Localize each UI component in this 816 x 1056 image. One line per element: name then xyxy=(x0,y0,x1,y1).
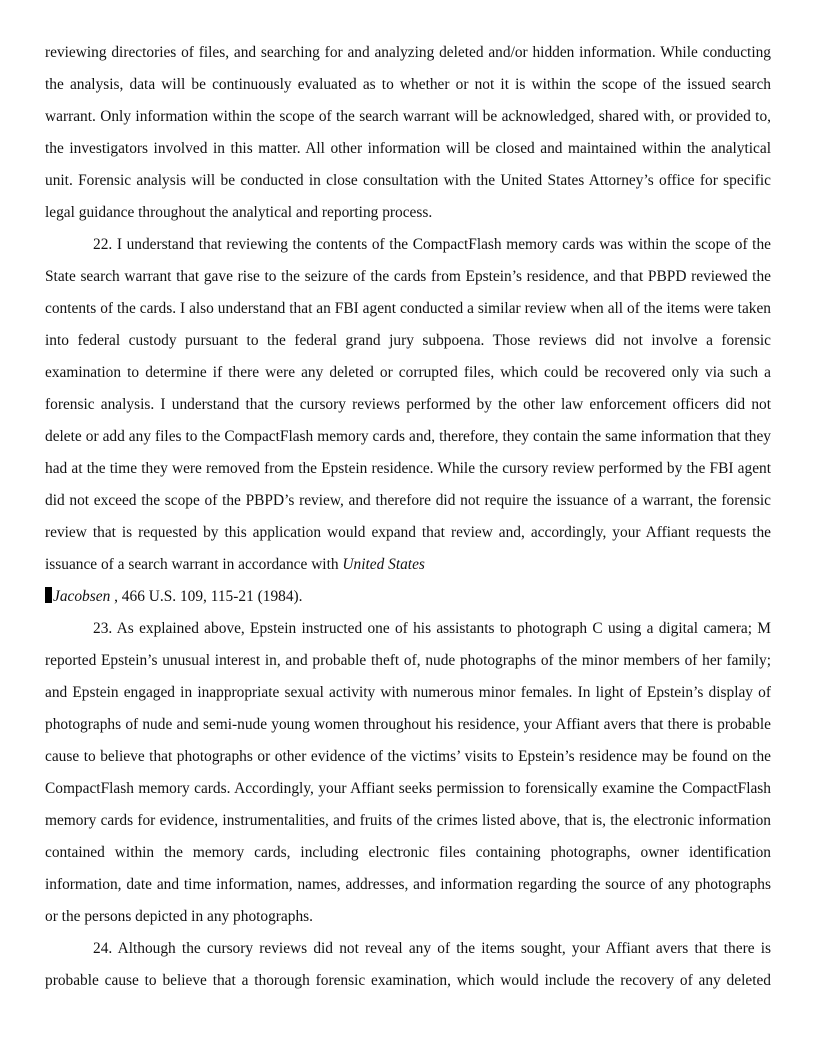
case-citation: , 466 U.S. 109, 115-21 (1984). xyxy=(110,588,303,605)
case-name-jacobsen: Jacobsen xyxy=(53,588,111,605)
paragraph-text: 23. As explained above, Epstein instructed one of his assistants to photograph C using a digital camera; M reported Epstein’s unusual interest in, and probable theft of, nude photographs of the minor members of her family; and Epstein engaged in inappropriate sexual activity with numerous minor females. In light of Epstein’s display of photographs of nude and semi-nude young women throughout his residence, your Affiant avers that there is probable cause to believe that photographs or other evidence of the victims’ visits to Epstein’s residence may be found on the CompactFlash memory cards. Accordingly, your Affiant seeks permission to forensically examine the CompactFlash memory cards for evidence, instrumentalities, and fruits of the crimes listed above, that is, the electronic information contained within the memory cards, including electronic files containing photographs, owner identification information, date and time information, names, addresses, and information regarding the source of any photographs or the persons depicted in any photographs. xyxy=(45,620,771,925)
paragraph-text: reviewing directories of files, and searching for and analyzing deleted and/or hidden information. While conducting the analysis, data will be continuously evaluated as to whether or not it is within the scope of the issued search warrant. Only information within the scope of the search warrant will be acknowledged, shared with, or provided to, the investigators involved in this matter. All other information will be closed and maintained within the analytical unit. Forensic analysis will be conducted in close consultation with the United States Attorney’s office for specific legal guidance throughout the analytical and reporting process. xyxy=(45,44,771,221)
redaction-mark xyxy=(45,587,52,603)
paragraph-text: 24. Although the cursory reviews did not reveal any of the items sought, your Affiant avers that there is probable cause to believe that a thorough forensic examination, which would include the recovery of any deleted xyxy=(45,940,771,989)
paragraph-24 xyxy=(45,933,771,997)
paragraph-22 xyxy=(45,229,771,613)
document-page xyxy=(45,37,771,997)
case-name-united-states: United States xyxy=(342,556,425,573)
paragraph-text: 22. I understand that reviewing the contents of the CompactFlash memory cards was within the scope of the State search warrant that gave rise to the seizure of the cards from Epstein’s residence, and that PBPD reviewed the contents of the cards. I also understand that an FBI agent conducted a similar review when all of the items were taken into federal custody pursuant to the federal grand jury subpoena. Those reviews did not involve a forensic examination to determine if there were any deleted or corrupted files, which could be recovered only via such a forensic analysis. I understand that the cursory reviews performed by the other law enforcement officers did not delete or add any files to the CompactFlash memory cards and, therefore, they contain the same information that they had at the time they were removed from the Epstein residence. While the cursory review performed by the FBI agent did not exceed the scope of the PBPD’s review, and therefore did not require the issuance of a warrant, the forensic review that is requested by this application would expand that review and, accordingly, your Affiant requests the issuance of a search warrant in accordance with xyxy=(45,236,771,573)
paragraph-21-continuation xyxy=(45,37,771,229)
paragraph-23 xyxy=(45,613,771,933)
